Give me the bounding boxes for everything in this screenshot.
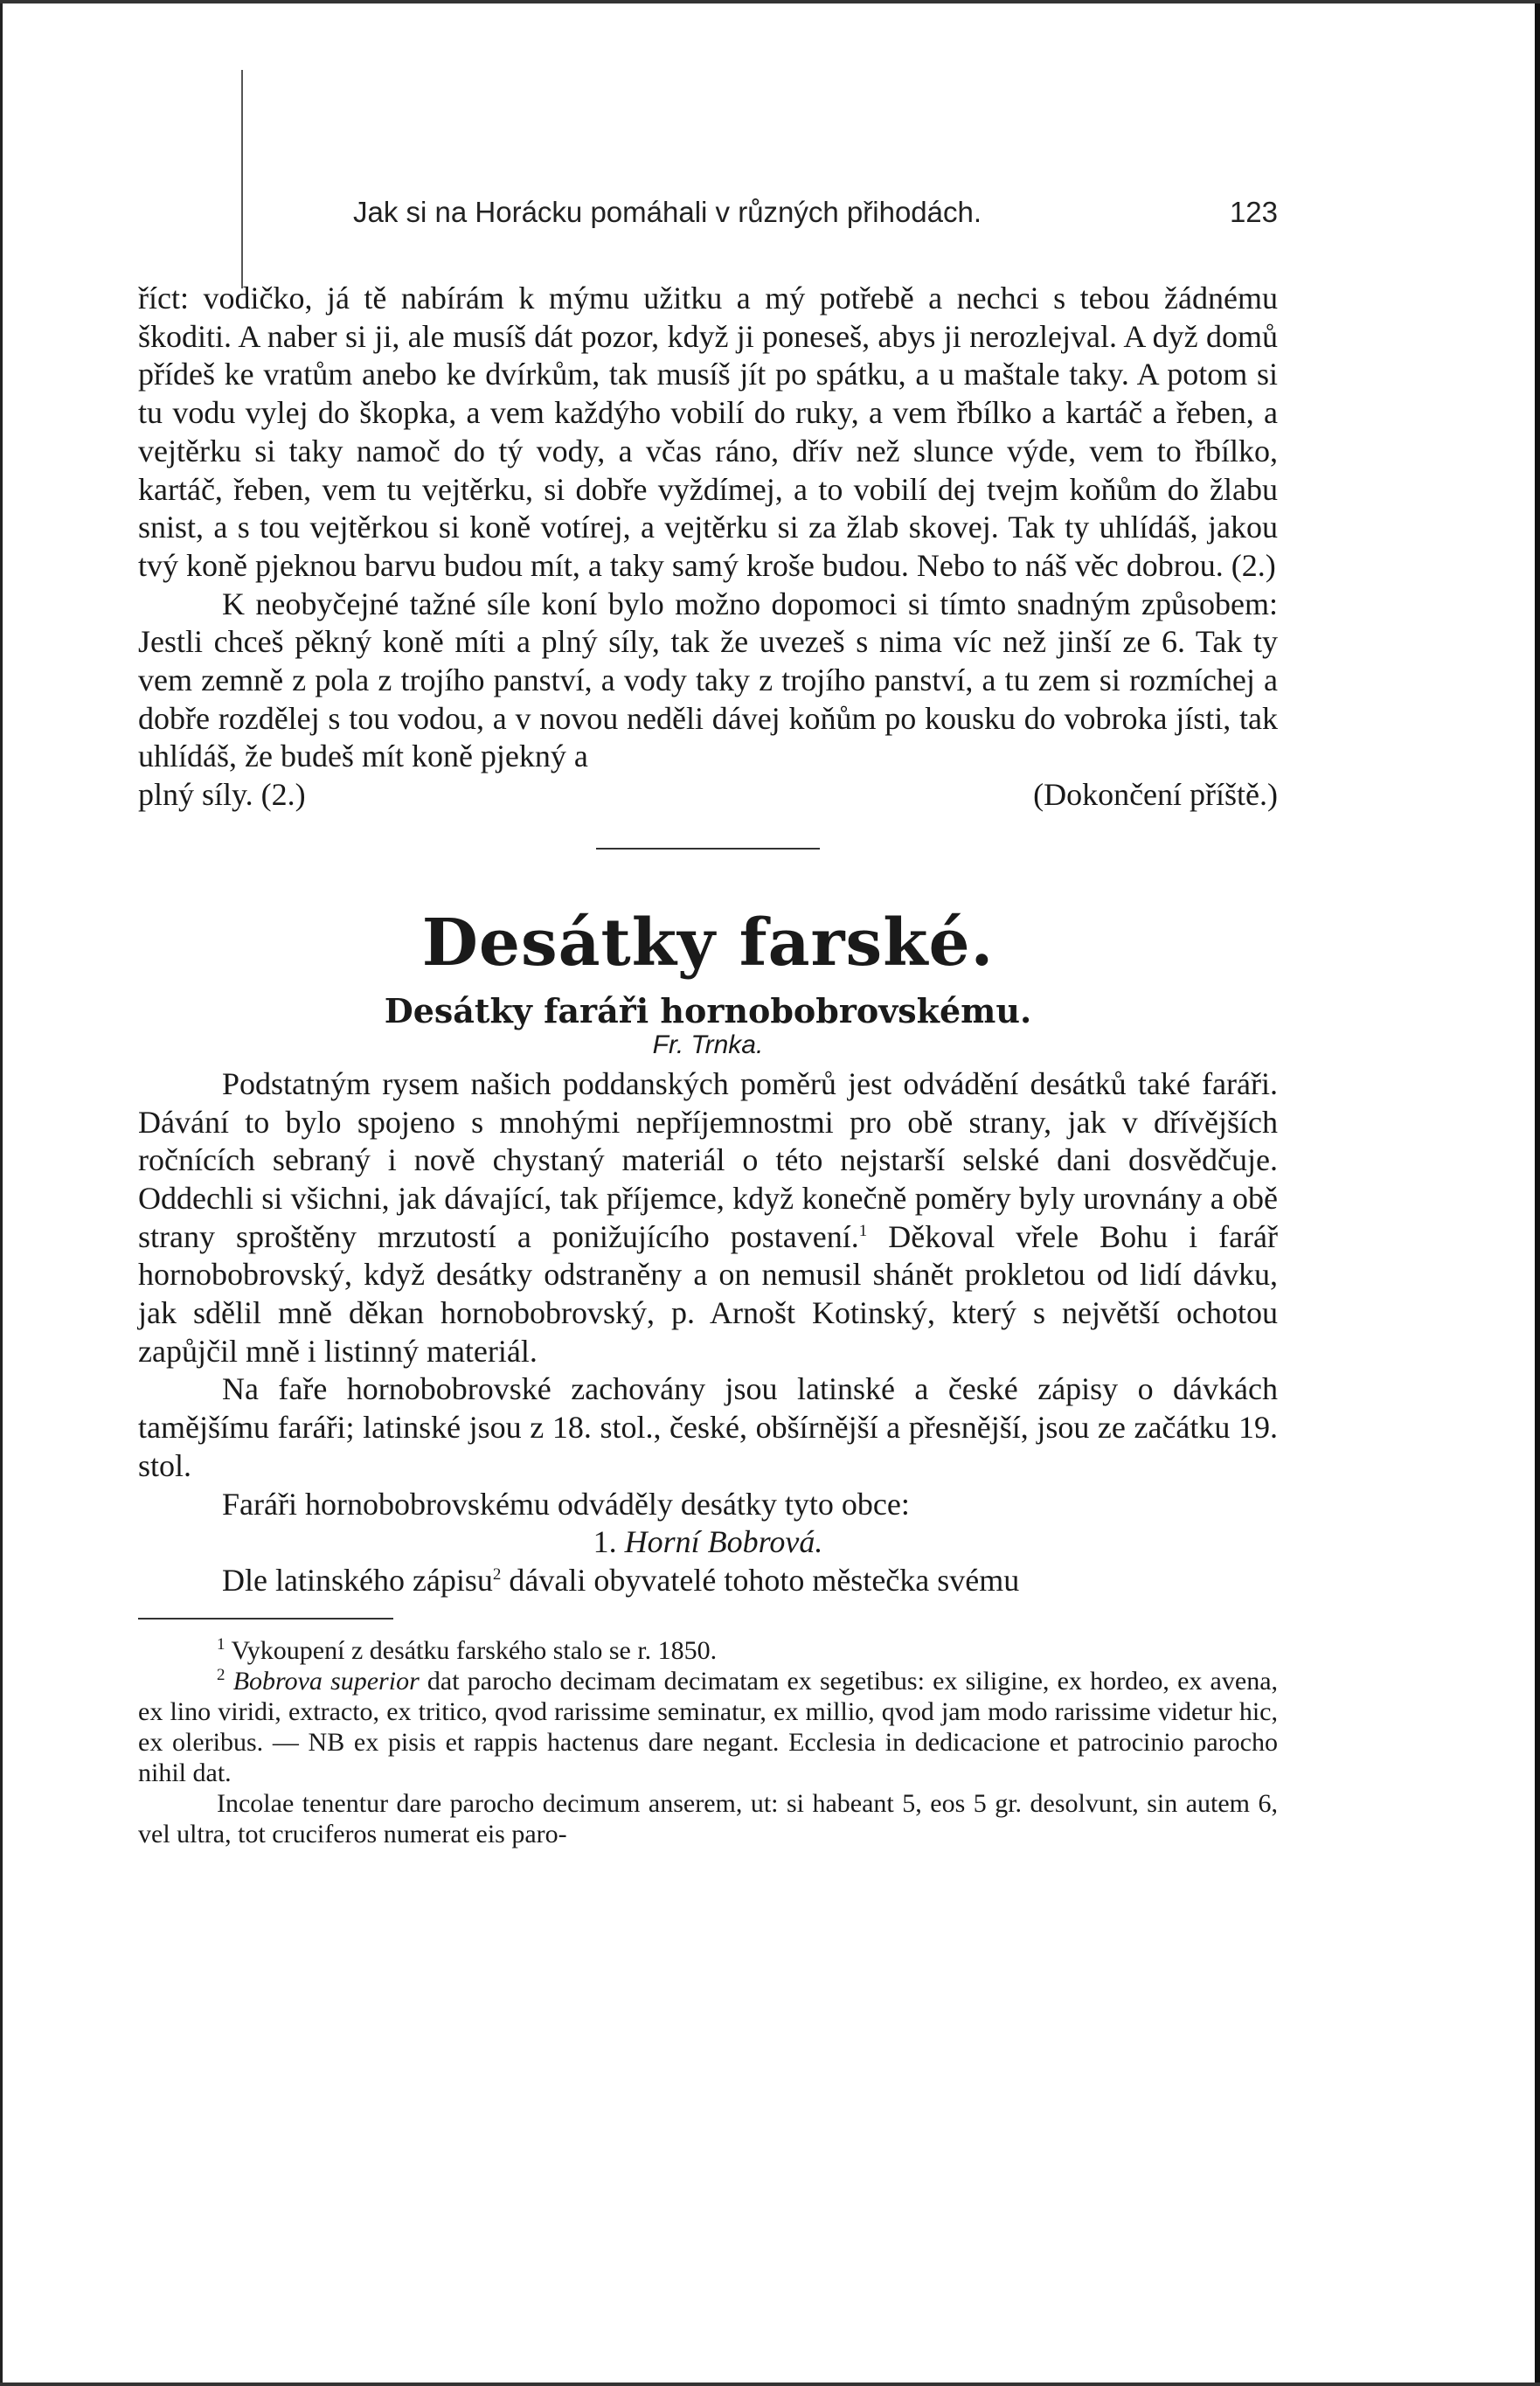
article-author: Fr. Trnka. xyxy=(652,1030,764,1059)
footnote-1-mark: 1 xyxy=(217,1634,225,1654)
section-name: Horní Bobrová. xyxy=(624,1524,823,1560)
scan-edge-right xyxy=(1535,0,1540,2386)
scan-edge-left xyxy=(0,0,3,2386)
running-head xyxy=(138,184,1278,236)
continued-paragraph-1: říct: vodičko, já tě nabírám k mýmu užitku a mý potřebě a nechci s tebou žádnému škoditi. A naber si ji, ale musíš dát pozor, když ji poneseš, abys ji nerozlejval. A dyž domů přídeš ke vratům anebo ke dvírkům, tak musíš jít po spátku, a u maštale taky. A potom si tu vodu vylej do škopka, a vem každýho vobilí do ruky, a vem řbílko a kartáč a řeben, a vejtěrku si taky namoč do tý vody, a včas ráno, dřív než slunce výde, vem to řbílko, kartáč, řeben, vem tu vejtěrku, si dobře vyždímej, a to vobilí dej tvejm koňům do žlabu snist, a s tou vejtěrkou si koně votírej, a vejtěrku si za žlab skovej. Tak ty uhlídáš, jakou tvý koně pjeknou barvu budou mít, a taky samý kroše budou. Nebo to náš věc dobrou. (2.) xyxy=(138,281,1278,583)
article-paragraph-1 xyxy=(138,1065,1278,1371)
section-heading xyxy=(138,1523,1278,1562)
continuation-note: (Dokončení příště.) xyxy=(1033,777,1278,813)
footnote-divider xyxy=(138,1618,393,1620)
footnote-2-italic: Bobrova superior xyxy=(232,1666,420,1696)
scan-edge-top xyxy=(0,0,1540,3)
article-paragraph-4-a: Dle latinského zápisu xyxy=(222,1562,493,1598)
article-subtitle: Desátky faráři hornobobrovskému. xyxy=(384,990,1032,1030)
article-title: Desátky farské. xyxy=(421,905,995,981)
article-paragraph-2: Na faře hornobobrovské zachovány jsou latinské a české zápisy o dávkách tamějšímu faráři; latinské jsou z 18. stol., české, obšírnější a přesnější, jsou ze začátku 19. stol. xyxy=(138,1371,1278,1483)
footnote-ref-1: 1 xyxy=(858,1221,868,1240)
article-paragraph-1-a: Podstatným rysem našich poddanských poměrů jest odvádění desátků také faráři. Dávání to bylo spojeno s mnohými nepříjemnostmi pro obě strany, jak v dřívějších ročnících sebraný i nově chystaný materiál o této nejstarší selské dani dosvědčuje. Oddechli si všichni, jak dávající, tak příjemce, když konečně poměry byly urovnány a obě strany sproštěny mrzutostí a ponižujícího postavení. xyxy=(138,1065,1278,1254)
scan-edge-bottom xyxy=(0,2383,1540,2386)
section-number: 1. xyxy=(593,1524,617,1560)
continued-paragraph-2-last-line xyxy=(138,776,1278,815)
article-paragraph-4-b: dávali obyvatelé tohoto městečka svému xyxy=(501,1562,1020,1598)
continued-paragraph-2: K neobyčejné tažné síle koní bylo možno dopomoci si tímto snadným způsobem: Jestli chceš pěkný koně míti a plný síly, tak že uvezeš s nima víc než jinší ze 6. Tak ty vem zemně z pola z trojího panství, a vody taky z trojího panství, a tu zem si rozmíchej a dobře rozdělej s tou vodou, a v novou neděli dávej koňům po kousku do vobroka jísti, tak uhlídáš, že budeš mít koně pjekný a xyxy=(138,586,1278,774)
article-paragraph-4 xyxy=(138,1562,1278,1600)
footnote-2-mark: 2 xyxy=(217,1665,225,1684)
footnote-2-continuation: Incolae tenentur dare parocho decimum anserem, ut: si habeant 5, eos 5 gr. desolvunt, sin autem 6, vel ultra, tot cruciferos numerat eis paro- xyxy=(138,1788,1278,1848)
section-divider xyxy=(596,848,820,850)
running-head-title: Jak si na Horácku pomáhali v různých přihodách. xyxy=(353,196,982,228)
footnote-1-text: Vykoupení z desátku farského stalo se r. 1850. xyxy=(231,1635,718,1665)
footnote-2 xyxy=(138,1666,1278,1788)
article-paragraph-3: Faráři hornobobrovskému odváděly desátky tyto obce: xyxy=(222,1486,910,1522)
footnote-1 xyxy=(138,1635,1278,1666)
page-number: 123 xyxy=(1229,196,1278,228)
article-paragraph-1-b: Děkoval vřele Bohu i farář hornobobrovský, když desátky odstraněny a on nemusil shánět prokletou od lidí dávku, jak sdělil mně děkan hornobobrovský, p. Arnošt Kotinský, který s největší ochotou zapůjčil mně i listinný materiál. xyxy=(138,1218,1278,1369)
footnote-ref-2: 2 xyxy=(492,1564,502,1584)
continued-paragraph-2-end: plný síly. (2.) xyxy=(138,777,306,813)
footnote-2-text: dat parocho decimam decimatam ex segetibus: ex siligine, ex hordeo, ex avena, ex lino viridi, extracto, ex tritico, qvod rarissime seminatur, ex millio, qvod jam modo rarissime videtur hic, ex oleribus. — NB ex pisis et rappis hactenus dare negant. Ecclesia in dedicacione et patrocinio parocho nihil dat. xyxy=(138,1666,1279,1787)
page-content xyxy=(138,184,1278,1849)
